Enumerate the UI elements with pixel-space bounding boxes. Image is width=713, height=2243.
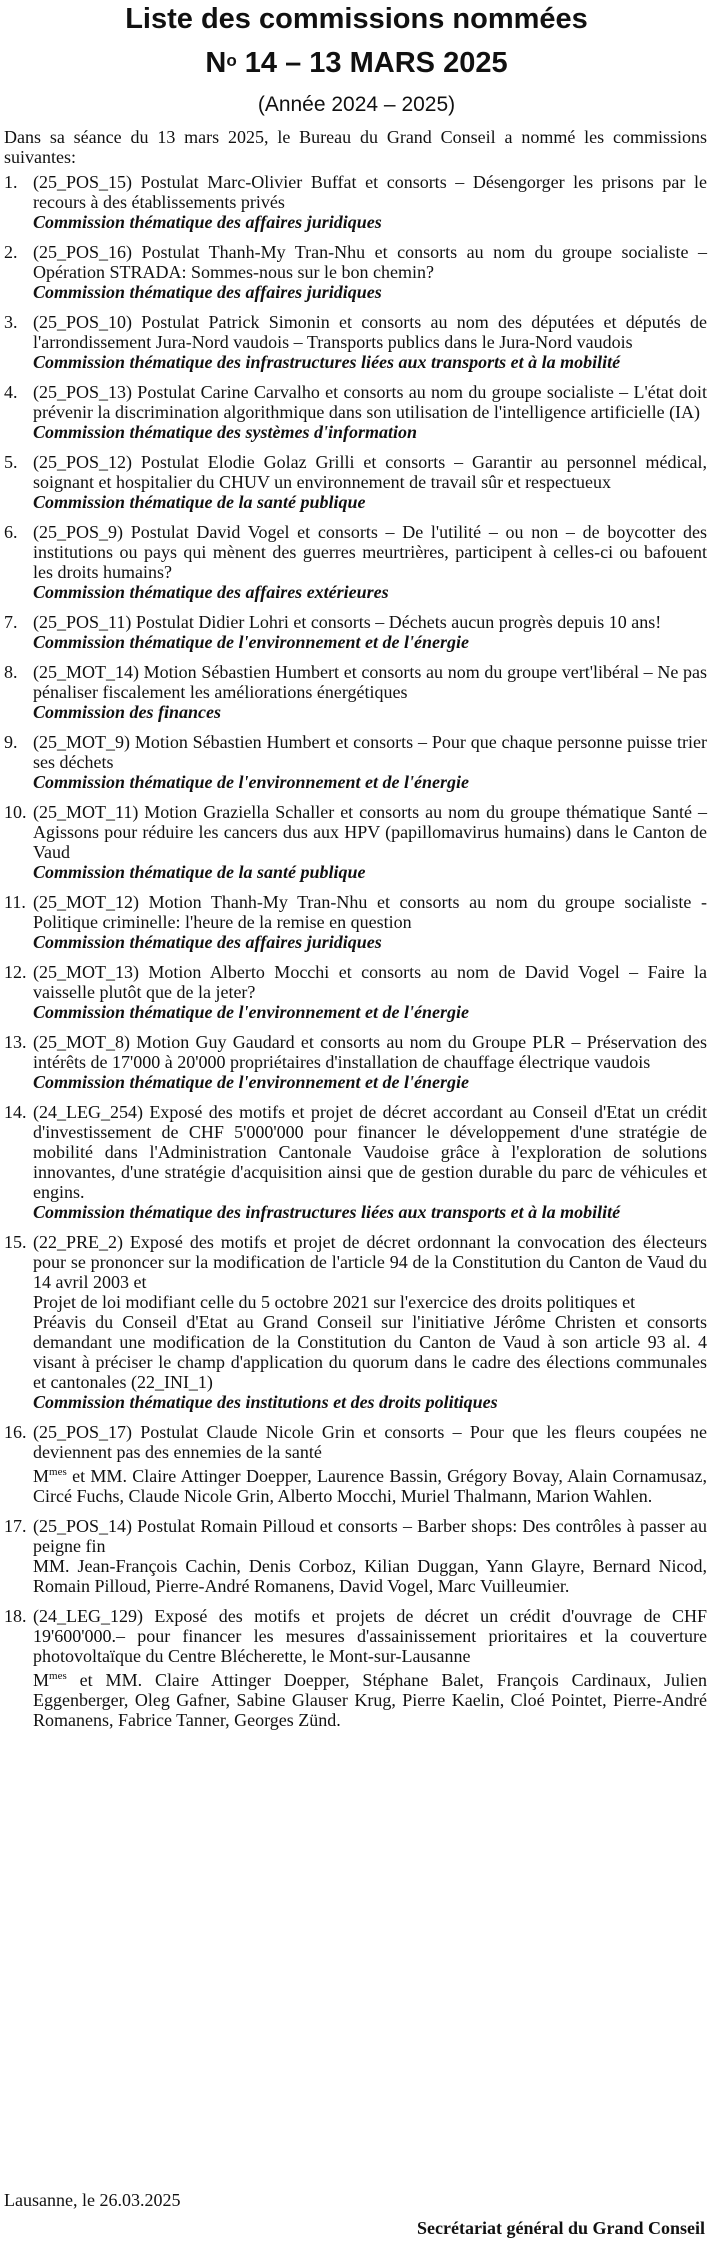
item-commission: Commission thématique des affaires juridiques — [33, 282, 382, 302]
item-title: Projet de loi modifiant celle du 5 octobre 2021 sur l'exercice des droits politiques et — [33, 1292, 636, 1312]
number-prefix: N — [205, 47, 227, 79]
item-title: (25_MOT_12) Motion Thanh-My Tran-Nhu et consorts au nom du groupe socialiste - Politique criminelle: l'heure de la remise en question — [33, 892, 707, 932]
signature: Secrétariat général du Grand Conseil — [417, 2218, 705, 2238]
place-date: Lausanne, le 26.03.2025 — [4, 2190, 181, 2210]
list-item — [0, 662, 713, 722]
item-commission: Commission thématique des infrastructures liées aux transports et à la mobilité — [33, 1202, 621, 1222]
list-item — [0, 312, 713, 372]
list-item — [0, 892, 713, 952]
item-title: (25_MOT_8) Motion Guy Gaudard et consorts au nom du Groupe PLR – Préservation des intérêts de 17'000 à 20'000 propriétaires d'installation de chauffage électrique vaudois — [33, 1032, 707, 1072]
list-item — [0, 962, 713, 1022]
item-commission: Commission thématique des affaires extérieures — [33, 582, 389, 602]
item-title: (25_POS_10) Postulat Patrick Simonin et consorts au nom des députées et députés de l'arrondissement Jura-Nord vaudois – Transports publics dans le Jura-Nord vaudois — [33, 312, 707, 352]
commission-list — [0, 172, 713, 1740]
item-number: 6. — [4, 522, 18, 542]
number-superscript: o — [226, 51, 237, 70]
item-number: 1. — [4, 172, 18, 192]
item-number: 17. — [4, 1516, 27, 1536]
item-number: 4. — [4, 382, 18, 402]
list-item — [0, 1422, 713, 1506]
item-title: (25_MOT_14) Motion Sébastien Humbert et consorts au nom du groupe vert'libéral – Ne pas pénaliser fiscalement les améliorations énergétiques — [33, 662, 707, 702]
item-title: (25_MOT_9) Motion Sébastien Humbert et consorts – Pour que chaque personne puisse trier ses déchets — [33, 732, 707, 772]
document-number — [0, 46, 713, 80]
intro-paragraph: Dans sa séance du 13 mars 2025, le Bureau du Grand Conseil a nommé les commissions suivantes: — [4, 127, 707, 167]
item-title: (25_POS_12) Postulat Elodie Golaz Grilli et consorts – Garantir au personnel médical, soignant et hospitalier du CHUV un environnement de travail sûr et respectueux — [33, 452, 707, 492]
item-title: (25_POS_15) Postulat Marc-Olivier Buffat et consorts – Désengorger les prisons par le recours à des établissements privés — [33, 172, 707, 212]
members-superscript: mes — [49, 1466, 67, 1478]
members-prefix: M — [33, 1466, 50, 1486]
item-number: 11. — [4, 892, 26, 912]
item-commission: Commission thématique des systèmes d'information — [33, 422, 418, 442]
item-commission: Commission des finances — [33, 702, 222, 722]
item-commission: Commission thématique de la santé publique — [33, 862, 366, 882]
list-item — [0, 1232, 713, 1412]
item-title: (25_POS_9) Postulat David Vogel et consorts – De l'utilité – ou non – de boycotter des institutions ou pays qui mènent des guerres meurtrières, participent à celles-ci ou bafouent les droits humains? — [33, 522, 707, 582]
list-item — [0, 382, 713, 442]
item-number: 13. — [4, 1032, 27, 1052]
item-commission: Commission thématique des affaires juridiques — [33, 932, 382, 952]
members-names: MM. Jean-François Cachin, Denis Corboz, Kilian Duggan, Yann Glayre, Bernard Nicod, Romain Pilloud, Pierre-André Romanens, David Vogel, Marc Vuilleumier. — [33, 1556, 707, 1596]
list-item — [0, 802, 713, 882]
item-commission: Commission thématique de la santé publique — [33, 492, 366, 512]
item-number: 10. — [4, 802, 27, 822]
item-title: (25_POS_16) Postulat Thanh-My Tran-Nhu et consorts au nom du groupe socialiste – Opération STRADA: Sommes-nous sur le bon chemin? — [33, 242, 707, 282]
members-names: et MM. Claire Attinger Doepper, Laurence Bassin, Grégory Bovay, Alain Cornamusaz, Circé Fuchs, Claude Nicole Grin, Alberto Mocchi, Muriel Thalmann, Marion Wahlen. — [33, 1466, 707, 1506]
item-title: (22_PRE_2) Exposé des motifs et projet de décret ordonnant la convocation des électeurs pour se prononcer sur la modification de l'article 94 de la Constitution du Canton de Vaud du 14 avril 2003 et — [33, 1232, 707, 1292]
item-members — [33, 1666, 707, 1730]
item-number: 5. — [4, 452, 18, 472]
item-number: 15. — [4, 1232, 27, 1252]
list-item — [0, 1032, 713, 1092]
item-title: (25_POS_17) Postulat Claude Nicole Grin et consorts – Pour que les fleurs coupées ne deviennent pas des ennemies de la santé — [33, 1422, 707, 1462]
session-year: (Année 2024 – 2025) — [257, 93, 456, 116]
list-item — [0, 732, 713, 792]
item-title: (25_POS_14) Postulat Romain Pilloud et consorts – Barber shops: Des contrôles à passer au peigne fin — [33, 1516, 707, 1556]
number-date: 14 – 13 MARS 2025 — [236, 47, 508, 79]
item-title: Préavis du Conseil d'Etat au Grand Conseil sur l'initiative Jérôme Christen et consorts demandant une modification de la Constitution du Canton de Vaud à son article 93 al. 4 visant à préciser le champ d'application du quorum dans le cadre des élections communales et cantonales (22_INI_1) — [33, 1312, 707, 1392]
item-commission: Commission thématique de l'environnement et de l'énergie — [33, 632, 469, 652]
list-item — [0, 172, 713, 232]
item-commission: Commission thématique des infrastructures liées aux transports et à la mobilité — [33, 352, 621, 372]
item-commission: Commission thématique de l'environnement et de l'énergie — [33, 772, 469, 792]
item-number: 8. — [4, 662, 18, 682]
item-members — [33, 1462, 707, 1506]
item-members — [33, 1556, 707, 1596]
item-commission: Commission thématique de l'environnement et de l'énergie — [33, 1072, 469, 1092]
item-number: 2. — [4, 242, 18, 262]
members-superscript: mes — [49, 1670, 67, 1682]
list-item — [0, 522, 713, 602]
list-item — [0, 242, 713, 302]
item-number: 7. — [4, 612, 18, 632]
item-number: 3. — [4, 312, 18, 332]
list-item — [0, 1516, 713, 1596]
item-number: 12. — [4, 962, 27, 982]
item-number: 9. — [4, 732, 18, 752]
item-commission: Commission thématique de l'environnement et de l'énergie — [33, 1002, 469, 1022]
item-title: (25_MOT_13) Motion Alberto Mocchi et consorts au nom de David Vogel – Faire la vaisselle plutôt que de la jeter? — [33, 962, 707, 1002]
list-item — [0, 452, 713, 512]
item-title: (24_LEG_129) Exposé des motifs et projets de décret un crédit d'ouvrage de CHF 19'600'000.– pour financer les mesures d'assainissement prioritaires et la couverture photovoltaïque du Centre Blécherette, le Mont-sur-Lausanne — [33, 1606, 707, 1666]
members-names: et MM. Claire Attinger Doepper, Stéphane Balet, François Cardinaux, Julien Eggenberger, Oleg Gafner, Sabine Glauser Krug, Pierre Kaelin, Cloé Pointet, Pierre-André Romanens, Fabrice Tanner, Georges Zünd. — [33, 1670, 707, 1730]
item-number: 14. — [4, 1102, 27, 1122]
list-item — [0, 1102, 713, 1222]
members-prefix: M — [33, 1670, 50, 1690]
item-title: (24_LEG_254) Exposé des motifs et projet de décret accordant au Conseil d'Etat un crédit d'investissement de CHF 5'000'000 pour financer le développement d'une stratégie de mobilité dans l'Administration Cantonale Vaudoise grâce à l'exploration de solutions innovantes, d'une stratégie d'acquisition ainsi que de gestion durable du parc de véhicules et engins. — [33, 1102, 707, 1202]
item-number: 18. — [4, 1606, 27, 1626]
item-commission: Commission thématique des institutions et des droits politiques — [33, 1392, 498, 1412]
item-title: (25_MOT_11) Motion Graziella Schaller et consorts au nom du groupe thématique Santé – Agissons pour réduire les cancers dus aux HPV (papillomavirus humains) dans le Canton de Vaud — [33, 802, 707, 862]
list-item — [0, 612, 713, 652]
item-commission: Commission thématique des affaires juridiques — [33, 212, 382, 232]
document-title: Liste des commissions nommées — [125, 3, 588, 35]
item-title: (25_POS_13) Postulat Carine Carvalho et consorts au nom du groupe socialiste – L'état doit prévenir la discrimination algorithmique dans son utilisation de l'intelligence artificielle (IA) — [33, 382, 707, 422]
item-title: (25_POS_11) Postulat Didier Lohri et consorts – Déchets aucun progrès depuis 10 ans! — [33, 612, 662, 632]
list-item — [0, 1606, 713, 1730]
item-number: 16. — [4, 1422, 27, 1442]
